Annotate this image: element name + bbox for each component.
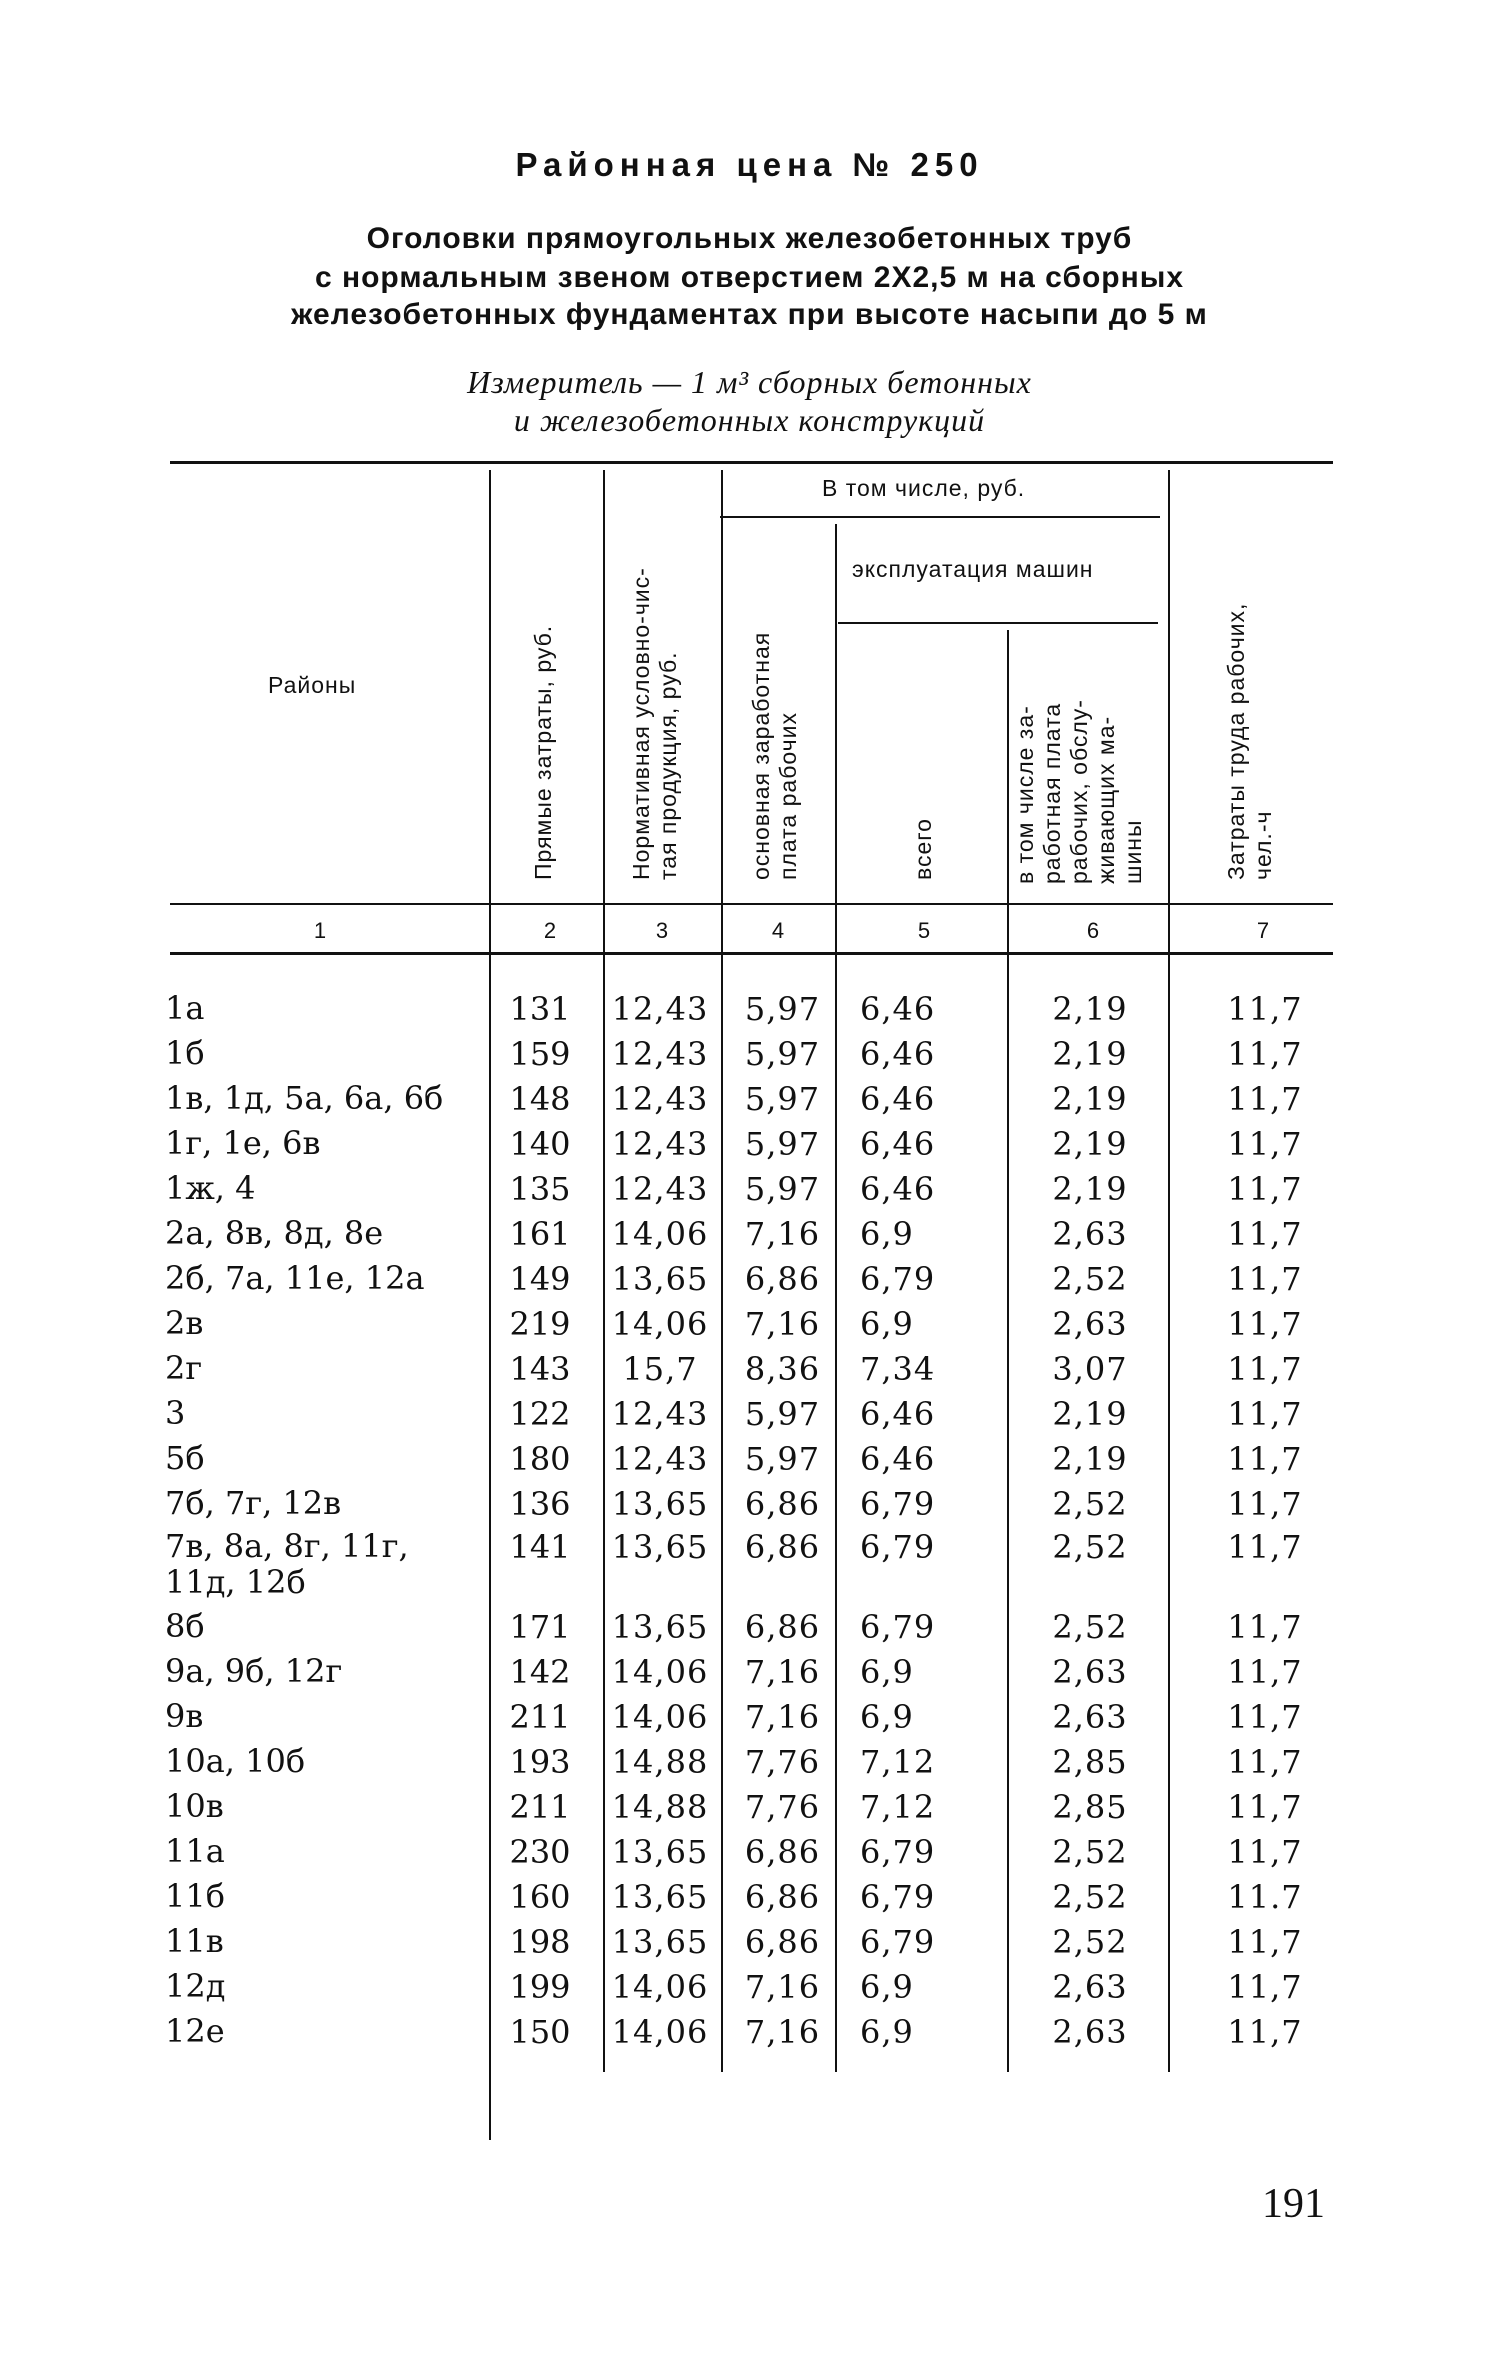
cell-mach-wage: 2,19 bbox=[1052, 1035, 1128, 1073]
cell-labor: 11,7 bbox=[1227, 1305, 1303, 1343]
cell-labor: 11,7 bbox=[1227, 1080, 1303, 1118]
cell-mach: 6,79 bbox=[860, 1923, 936, 1961]
cell-direct: 135 bbox=[509, 1170, 571, 1208]
cell-labor: 11,7 bbox=[1227, 1788, 1303, 1826]
machines-header-rule bbox=[838, 622, 1158, 624]
cell-mach-wage: 2,85 bbox=[1052, 1743, 1128, 1781]
cell-mach: 6,79 bbox=[860, 1528, 936, 1566]
cell-mach: 7,34 bbox=[860, 1350, 936, 1388]
cell-direct: 211 bbox=[509, 1698, 571, 1736]
col-number: 6 bbox=[1086, 918, 1100, 943]
cell-net: 14,88 bbox=[611, 1788, 709, 1826]
cell-region: 2г bbox=[165, 1349, 203, 1387]
col-number-rule bbox=[170, 952, 1333, 955]
cell-direct: 199 bbox=[509, 1968, 571, 2006]
cell-net: 12,43 bbox=[611, 1035, 709, 1073]
cell-direct: 160 bbox=[509, 1878, 571, 1916]
cell-net: 12,43 bbox=[611, 1170, 709, 1208]
cell-direct: 171 bbox=[509, 1608, 571, 1646]
cell-direct: 161 bbox=[509, 1215, 571, 1253]
cell-direct: 211 bbox=[509, 1788, 571, 1826]
cell-region: 2а, 8в, 8д, 8е bbox=[165, 1214, 384, 1252]
table-row bbox=[0, 1528, 1499, 1608]
cell-mach-wage: 2,52 bbox=[1052, 1608, 1128, 1646]
cell-wage: 7,16 bbox=[744, 2013, 821, 2051]
cell-net: 14,06 bbox=[611, 1653, 709, 1691]
cell-wage: 8,36 bbox=[744, 1350, 821, 1388]
subtitle-line-3: железобетонных фундаментах при высоте насыпи до 5 м bbox=[291, 298, 1208, 331]
table-row bbox=[0, 1350, 1499, 1394]
cell-mach: 6,9 bbox=[860, 1653, 914, 1691]
cell-mach-wage: 2,63 bbox=[1052, 1653, 1128, 1691]
cell-mach-wage: 2,19 bbox=[1052, 990, 1128, 1028]
table-row bbox=[0, 990, 1499, 1034]
cell-mach-wage: 2,52 bbox=[1052, 1528, 1128, 1566]
cell-labor: 11,7 bbox=[1227, 1653, 1303, 1691]
cell-direct: 180 bbox=[509, 1440, 571, 1478]
cell-wage: 5,97 bbox=[744, 990, 821, 1028]
cell-mach: 6,46 bbox=[860, 1125, 936, 1163]
cell-wage: 7,16 bbox=[744, 1653, 821, 1691]
header-regions: Районы bbox=[268, 672, 357, 698]
cell-region: 7б, 7г, 12в bbox=[165, 1484, 342, 1522]
cell-net: 14,06 bbox=[611, 2013, 709, 2051]
cell-wage: 7,16 bbox=[744, 1215, 821, 1253]
cell-direct: 142 bbox=[509, 1653, 571, 1691]
cell-net: 13,65 bbox=[611, 1485, 709, 1523]
cell-mach-wage: 2,63 bbox=[1052, 1305, 1128, 1343]
col-number: 2 bbox=[543, 918, 557, 943]
cell-region: 2в bbox=[165, 1304, 204, 1342]
col-number: 7 bbox=[1256, 918, 1270, 943]
cell-mach: 6,79 bbox=[860, 1485, 936, 1523]
cell-mach-wage: 3,07 bbox=[1052, 1350, 1128, 1388]
cell-region: 2б, 7а, 11е, 12а bbox=[165, 1259, 425, 1297]
table-row bbox=[0, 1215, 1499, 1259]
col-number: 3 bbox=[655, 918, 669, 943]
cell-direct: 193 bbox=[509, 1743, 571, 1781]
cell-region: 3 bbox=[165, 1394, 186, 1432]
cell-direct: 149 bbox=[509, 1260, 571, 1298]
cell-net: 12,43 bbox=[611, 1395, 709, 1433]
col-number: 5 bbox=[917, 918, 931, 943]
cell-net: 13,65 bbox=[611, 1260, 709, 1298]
cell-direct: 159 bbox=[509, 1035, 571, 1073]
cell-wage: 6,86 bbox=[744, 1833, 821, 1871]
cell-mach: 6,46 bbox=[860, 1395, 936, 1433]
cell-region: 1ж, 4 bbox=[165, 1169, 256, 1207]
cell-mach-wage: 2,19 bbox=[1052, 1440, 1128, 1478]
cell-wage: 6,86 bbox=[744, 1923, 821, 1961]
cell-region: 12д bbox=[165, 1967, 226, 2005]
cell-net: 12,43 bbox=[611, 990, 709, 1028]
col-number: 4 bbox=[771, 918, 785, 943]
cell-mach: 6,79 bbox=[860, 1260, 936, 1298]
cell-region: 10в bbox=[165, 1787, 224, 1825]
page-number: 191 bbox=[1262, 2181, 1325, 2227]
cell-net: 12,43 bbox=[611, 1080, 709, 1118]
cell-direct: 140 bbox=[509, 1125, 571, 1163]
cell-wage: 5,97 bbox=[744, 1440, 821, 1478]
cell-region: 1а bbox=[165, 989, 205, 1027]
cell-net: 14,06 bbox=[611, 1968, 709, 2006]
cell-labor: 11,7 bbox=[1227, 1698, 1303, 1736]
table-row bbox=[0, 1170, 1499, 1214]
cell-labor: 11,7 bbox=[1227, 1968, 1303, 2006]
cell-mach: 6,9 bbox=[860, 1305, 914, 1343]
cell-net: 13,65 bbox=[611, 1878, 709, 1916]
cell-direct: 148 bbox=[509, 1080, 571, 1118]
cell-labor: 11,7 bbox=[1227, 1350, 1303, 1388]
table-row bbox=[0, 1653, 1499, 1697]
cell-net: 14,06 bbox=[611, 1698, 709, 1736]
cell-mach: 6,9 bbox=[860, 1215, 914, 1253]
cell-wage: 7,16 bbox=[744, 1968, 821, 2006]
cell-region: 10а, 10б bbox=[165, 1742, 306, 1780]
cell-labor: 11,7 bbox=[1227, 1260, 1303, 1298]
cell-region: 12е bbox=[165, 2012, 225, 2050]
cell-net: 13,65 bbox=[611, 1923, 709, 1961]
cell-mach-wage: 2,63 bbox=[1052, 1215, 1128, 1253]
cell-direct: 219 bbox=[509, 1305, 571, 1343]
subtitle-line-1: Оголовки прямоугольных железобетонных труб bbox=[366, 222, 1133, 255]
cell-labor: 11,7 bbox=[1227, 1923, 1303, 1961]
table-row bbox=[0, 1035, 1499, 1079]
cell-mach: 7,12 bbox=[860, 1788, 936, 1826]
cell-mach: 6,79 bbox=[860, 1833, 936, 1871]
cell-mach-wage: 2,19 bbox=[1052, 1395, 1128, 1433]
cell-wage: 6,86 bbox=[744, 1260, 821, 1298]
table-row bbox=[0, 1260, 1499, 1304]
cell-net: 14,06 bbox=[611, 1305, 709, 1343]
cell-region: 8б bbox=[165, 1607, 205, 1645]
cell-region: 5б bbox=[165, 1439, 205, 1477]
cell-wage: 5,97 bbox=[744, 1395, 821, 1433]
cell-wage: 7,16 bbox=[744, 1698, 821, 1736]
cell-region: 9а, 9б, 12г bbox=[165, 1652, 343, 1690]
cell-net: 13,65 bbox=[611, 1608, 709, 1646]
table-top-rule bbox=[170, 461, 1333, 464]
cell-labor: 11,7 bbox=[1227, 1170, 1303, 1208]
table-row bbox=[0, 1080, 1499, 1124]
cell-direct: 230 bbox=[509, 1833, 571, 1871]
cell-mach: 6,9 bbox=[860, 1698, 914, 1736]
cell-net: 12,43 bbox=[611, 1440, 709, 1478]
cell-mach-wage: 2,63 bbox=[1052, 2013, 1128, 2051]
group-header-rule bbox=[720, 516, 1160, 518]
header-direct-costs: Прямые затраты, руб. bbox=[530, 624, 556, 880]
cell-region: 11а bbox=[165, 1832, 225, 1870]
cell-mach-wage: 2,19 bbox=[1052, 1125, 1128, 1163]
cell-mach: 6,46 bbox=[860, 1170, 936, 1208]
cell-region: 11в bbox=[165, 1922, 224, 1960]
cell-mach-wage: 2,52 bbox=[1052, 1485, 1128, 1523]
cell-mach-wage: 2,85 bbox=[1052, 1788, 1128, 1826]
cell-labor: 11,7 bbox=[1227, 2013, 1303, 2051]
cell-net: 13,65 bbox=[611, 1528, 709, 1566]
cell-direct: 131 bbox=[509, 990, 571, 1028]
cell-mach-wage: 2,63 bbox=[1052, 1698, 1128, 1736]
cell-mach-wage: 2,63 bbox=[1052, 1968, 1128, 2006]
cell-region: 1б bbox=[165, 1034, 205, 1072]
table-row bbox=[0, 1395, 1499, 1439]
cell-mach-wage: 2,52 bbox=[1052, 1878, 1128, 1916]
page-title: Районная цена № 250 bbox=[515, 146, 984, 183]
table-row bbox=[0, 1923, 1499, 1967]
header-bottom-rule bbox=[170, 903, 1333, 905]
table-row bbox=[0, 1833, 1499, 1877]
cell-wage: 6,86 bbox=[744, 1485, 821, 1523]
cell-mach: 6,46 bbox=[860, 1035, 936, 1073]
cell-mach: 6,46 bbox=[860, 1080, 936, 1118]
cell-labor: 11,7 bbox=[1227, 1440, 1303, 1478]
cell-net: 12,43 bbox=[611, 1125, 709, 1163]
cell-mach-wage: 2,52 bbox=[1052, 1923, 1128, 1961]
subtitle-line-2: с нормальным звеном отверстием 2X2,5 м на сборных bbox=[314, 261, 1185, 294]
table-row bbox=[0, 1698, 1499, 1742]
cell-mach: 7,12 bbox=[860, 1743, 936, 1781]
cell-region: 11б bbox=[165, 1877, 225, 1915]
table-row bbox=[0, 1878, 1499, 1922]
cell-labor: 11,7 bbox=[1227, 1833, 1303, 1871]
cell-mach: 6,79 bbox=[860, 1608, 936, 1646]
cell-mach-wage: 2,19 bbox=[1052, 1170, 1128, 1208]
measure-line-2: и железобетонных конструкций bbox=[513, 402, 986, 438]
cell-labor: 11,7 bbox=[1227, 1528, 1303, 1566]
header-machines-wage: в том числе за- работная плата рабочих, обслу- живающих ма- шины bbox=[1012, 699, 1146, 884]
cell-labor: 11,7 bbox=[1227, 1608, 1303, 1646]
cell-wage: 7,76 bbox=[744, 1743, 821, 1781]
cell-labor: 11,7 bbox=[1227, 1485, 1303, 1523]
table-row bbox=[0, 1608, 1499, 1652]
cell-direct: 141 bbox=[509, 1528, 571, 1566]
cell-mach-wage: 2,52 bbox=[1052, 1260, 1128, 1298]
table-row bbox=[0, 1968, 1499, 2012]
cell-net: 13,65 bbox=[611, 1833, 709, 1871]
cell-region: 1г, 1е, 6в bbox=[165, 1124, 321, 1162]
cell-net: 14,06 bbox=[611, 1215, 709, 1253]
cell-mach-wage: 2,19 bbox=[1052, 1080, 1128, 1118]
cell-mach: 6,46 bbox=[860, 1440, 936, 1478]
col-number: 1 bbox=[313, 918, 327, 943]
cell-net: 15,7 bbox=[622, 1350, 698, 1388]
cell-labor: 11.7 bbox=[1227, 1878, 1303, 1916]
cell-mach: 6,9 bbox=[860, 2013, 914, 2051]
cell-mach: 6,46 bbox=[860, 990, 936, 1028]
header-machines-total: всего bbox=[910, 818, 936, 880]
cell-mach: 6,9 bbox=[860, 1968, 914, 2006]
cell-labor: 11,7 bbox=[1227, 1035, 1303, 1073]
cell-mach: 6,79 bbox=[860, 1878, 936, 1916]
cell-region: 1в, 1д, 5а, 6а, 6б bbox=[165, 1079, 444, 1117]
table-row bbox=[0, 1440, 1499, 1484]
cell-wage: 6,86 bbox=[744, 1878, 821, 1916]
cell-wage: 7,16 bbox=[744, 1305, 821, 1343]
cell-direct: 198 bbox=[509, 1923, 571, 1961]
header-machines: эксплуатация машин bbox=[852, 556, 1094, 582]
cell-direct: 150 bbox=[509, 2013, 571, 2051]
cell-region: 9в bbox=[165, 1697, 204, 1735]
header-base-wage: основная заработная плата рабочих bbox=[748, 631, 801, 880]
table-row bbox=[0, 1743, 1499, 1787]
cell-wage: 5,97 bbox=[744, 1080, 821, 1118]
cell-mach-wage: 2,52 bbox=[1052, 1833, 1128, 1871]
cell-wage: 7,76 bbox=[744, 1788, 821, 1826]
measure-line-1: Измеритель — 1 м³ сборных бетонных bbox=[467, 364, 1032, 400]
cell-direct: 136 bbox=[509, 1485, 571, 1523]
cell-labor: 11,7 bbox=[1227, 1395, 1303, 1433]
cell-wage: 5,97 bbox=[744, 1170, 821, 1208]
cell-labor: 11,7 bbox=[1227, 1743, 1303, 1781]
table-row bbox=[0, 1485, 1499, 1529]
cell-direct: 143 bbox=[509, 1350, 571, 1388]
cell-region: 7в, 8а, 8г, 11г, 11д, 12б bbox=[165, 1527, 409, 1601]
table-row bbox=[0, 2013, 1499, 2057]
cell-labor: 11,7 bbox=[1227, 1125, 1303, 1163]
header-labor: Затраты труда рабочих, чел.-ч bbox=[1223, 602, 1276, 880]
cell-wage: 5,97 bbox=[744, 1035, 821, 1073]
cell-labor: 11,7 bbox=[1227, 1215, 1303, 1253]
cell-wage: 5,97 bbox=[744, 1125, 821, 1163]
cell-net: 14,88 bbox=[611, 1743, 709, 1781]
cell-wage: 6,86 bbox=[744, 1528, 821, 1566]
header-net-product: Нормативная условно-чис- тая продукция, руб. bbox=[628, 567, 681, 880]
cell-direct: 122 bbox=[509, 1395, 571, 1433]
table-row bbox=[0, 1788, 1499, 1832]
cell-wage: 6,86 bbox=[744, 1608, 821, 1646]
cell-labor: 11,7 bbox=[1227, 990, 1303, 1028]
table-row bbox=[0, 1125, 1499, 1169]
header-group: В том числе, руб. bbox=[822, 475, 1026, 501]
table-row bbox=[0, 1305, 1499, 1349]
